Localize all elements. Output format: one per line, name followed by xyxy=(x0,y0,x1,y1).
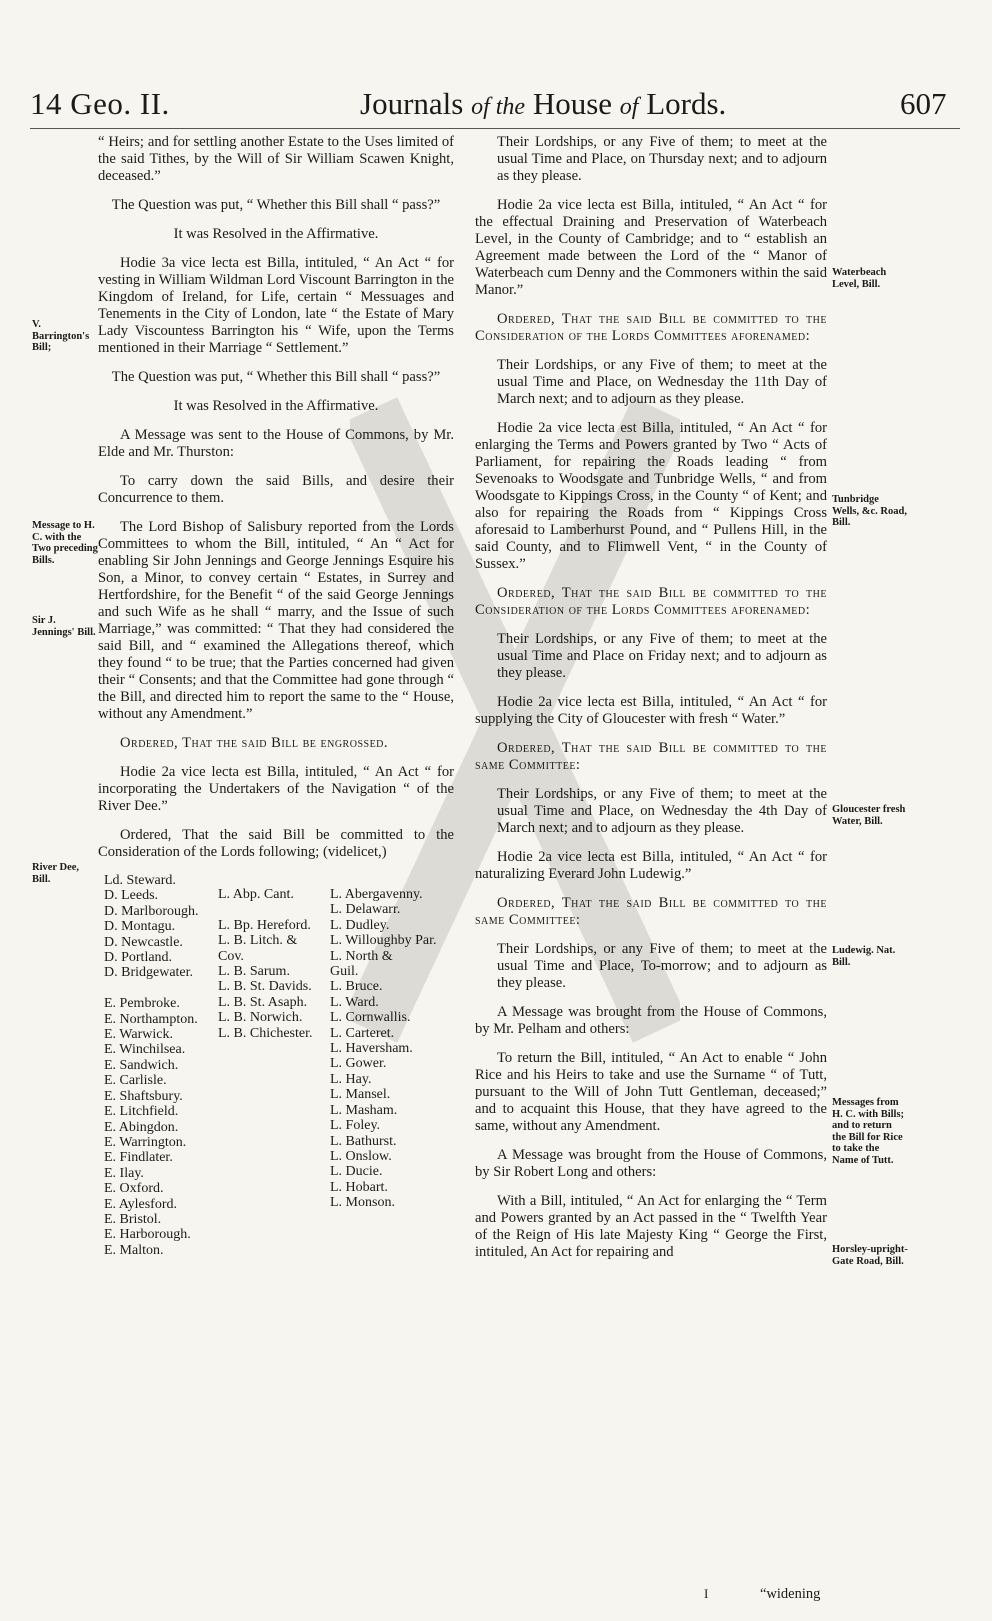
lord-name: L. Monson. xyxy=(330,1195,395,1211)
lords-column-1 xyxy=(104,873,199,1258)
title-word: Lords. xyxy=(646,86,727,121)
lord-name: D. Newcastle. xyxy=(104,934,183,950)
lord-name: Guil. xyxy=(330,964,359,980)
margin-note: Message to H. C. with the Two preceding Bills. xyxy=(32,520,98,566)
lord-name: L. Hay. xyxy=(330,1071,372,1087)
lord-name: E. Malton. xyxy=(104,1242,164,1258)
paragraph: Their Lordships, or any Five of them; to meet at the usual Time and Place, on Wednesday the 11th Day of March next; and to adjourn as they please. xyxy=(497,357,827,407)
lord-name: L. Carteret. xyxy=(330,1025,395,1041)
lord-name: L. Cornwallis. xyxy=(330,1010,411,1026)
lord-name: E. Winchilsea. xyxy=(104,1042,186,1058)
lord-name: L. Willoughby Par. xyxy=(330,933,437,949)
lord-name: D. Marlborough. xyxy=(104,903,199,919)
title-word: of the xyxy=(471,94,526,120)
lord-name: L. Bruce. xyxy=(330,979,383,995)
title-word: House xyxy=(532,86,613,121)
paragraph: It was Resolved in the Affirmative. xyxy=(173,226,379,242)
paragraph: A Message was brought from the House of Commons, by Sir Robert Long and others: xyxy=(475,1147,827,1180)
paragraph: Hodie 2a vice lecta est Billa, intituled, “ An Act “ for the effectual Draining and Preservation of Waterbeach Level, in the County of Cambridge; and to “ establish an Agreement made between the Lord of the “ Manor of Waterbeach cum Denny and the Commoners within the said Manor.” xyxy=(475,197,827,298)
lord-name: L. Bp. Hereford. xyxy=(218,917,311,933)
page-number: 607 xyxy=(900,86,947,121)
lord-name: L. Dudley. xyxy=(330,917,390,933)
lord-name: L. Hobart. xyxy=(330,1179,388,1195)
paragraph: Ordered, That the said Bill be committed to the Consideration of the Lords following; (videlicet,) xyxy=(98,827,454,860)
lord-name: E. Warwick. xyxy=(104,1027,173,1043)
paragraph: Their Lordships, or any Five of them; to meet at the usual Time and Place, To-morrow; and to adjourn as they please. xyxy=(497,941,827,991)
lord-name: E. Sandwich. xyxy=(104,1057,179,1073)
paragraph: The Question was put, “ Whether this Bill shall “ pass?” xyxy=(111,197,441,213)
header-rule xyxy=(30,128,960,129)
paragraph: Their Lordships, or any Five of them; to meet at the usual Time and Place, on Wednesday the 4th Day of March next; and to adjourn as they please. xyxy=(497,786,827,836)
lord-name: D. Leeds. xyxy=(104,888,159,904)
catchword: “widening xyxy=(760,1586,821,1602)
lord-name: L. B. St. Davids. xyxy=(218,979,312,995)
lord-spacer xyxy=(104,981,199,996)
lord-name: E. Pembroke. xyxy=(104,996,180,1012)
margin-note: V. Barrington's Bill; xyxy=(32,319,90,353)
lord-name: Ld. Steward. xyxy=(104,873,176,888)
paragraph: Hodie 2a vice lecta est Billa, intituled, “ An Act “ for naturalizing Everard John Ludewig.” xyxy=(475,849,827,882)
paragraph: Hodie 2a vice lecta est Billa, intituled, “ An Act “ for enlarging the Terms and Powers granted by Two “ Acts of Parliament, for repairing the Roads leading “ from Sevenoaks to Woodsgate and Tunbridge Wells, “ and from Woodsgate to Kippings Cross, in the County “ of Kent; and also for repairing the Roads from “ Kippings Cross aforesaid to Lamberhurst Pound, and “ Pullens Hill, in the said County, and to Flimwell Vent, “ in the County of Sussex.” xyxy=(475,420,827,572)
margin-note: Horsley-upright-Gate Road, Bill. xyxy=(832,1244,908,1267)
page-header xyxy=(0,0,992,130)
lord-name: E. Carlisle. xyxy=(104,1073,167,1089)
lord-name: L. Delawarr. xyxy=(330,902,401,918)
lord-name: E. Litchfield. xyxy=(104,1104,179,1120)
paragraph: Their Lordships, or any Five of them; to meet at the usual Time and Place, on Thursday next; and to adjourn as they please. xyxy=(497,134,827,184)
paragraph: It was Resolved in the Affirmative. xyxy=(173,398,379,414)
lord-name: L. Haversham. xyxy=(330,1041,413,1057)
lord-name: E. Ilay. xyxy=(104,1165,144,1181)
lord-name: D. Bridgewater. xyxy=(104,965,194,981)
lord-name: L. Masham. xyxy=(330,1102,398,1118)
margin-note: Messages from H. C. with Bills; and to return the Bill for Rice to take the Name of Tutt. xyxy=(832,1097,905,1166)
lord-name: L. Bathurst. xyxy=(330,1133,397,1149)
lord-name: L. B. St. Asaph. xyxy=(218,994,308,1010)
regnal-year: 14 Geo. II. xyxy=(30,86,170,121)
lord-name: L. B. Sarum. xyxy=(218,964,290,980)
paragraph: Hodie 2a vice lecta est Billa, intituled, “ An Act “ for incorporating the Undertakers of the Navigation “ of the River Dee.” xyxy=(98,764,454,814)
title-word: of xyxy=(619,94,639,120)
paragraph: A Message was sent to the House of Commons, by Mr. Elde and Mr. Thurston: xyxy=(98,427,454,460)
lord-name: L. Ward. xyxy=(330,994,379,1010)
lords-column-3 xyxy=(330,887,437,1211)
paragraph: With a Bill, intituled, “ An Act for enlarging the “ Term and Powers granted by an Act passed in the “ Twelfth Year of the Reign of His late Majesty King “ George the First, intituled, An Act for repairing and xyxy=(475,1193,827,1260)
paragraph: Ordered, That the said Bill be committed to the same Committee: xyxy=(475,895,827,928)
right-column xyxy=(475,134,827,1273)
lord-name: E. Shaftsbury. xyxy=(104,1088,183,1104)
title-word: Journals xyxy=(360,86,464,121)
paragraph: A Message was brought from the House of Commons, by Mr. Pelham and others: xyxy=(475,1004,827,1037)
lord-name: E. Northampton. xyxy=(104,1011,198,1027)
paragraph: To return the Bill, intituled, “ An Act to enable “ John Rice and his Heirs to take and use the Surname “ of Tutt, pursuant to the Will of John Tutt Gentleman, deceased;” and to acquaint this House, that they have agreed to the same, without any Amendment. xyxy=(475,1050,827,1134)
paragraph: Hodie 2a vice lecta est Billa, intituled, “ An Act “ for supplying the City of Gloucester with fresh “ Water.” xyxy=(475,694,827,727)
lord-name: E. Harborough. xyxy=(104,1227,191,1243)
margin-note: Ludewig. Nat. Bill. xyxy=(832,945,896,968)
paragraph: Ordered, That the said Bill be committed to the same Committee: xyxy=(475,740,827,773)
lord-name: E. Findlater. xyxy=(104,1150,173,1166)
signature-mark: I xyxy=(704,1586,709,1601)
lord-name: Cov. xyxy=(218,948,244,964)
margin-note: Waterbeach Level, Bill. xyxy=(832,267,887,290)
left-column xyxy=(98,134,454,1258)
paragraph: Ordered, That the said Bill be committed to the Consideration of the Lords Committees aforenamed: xyxy=(475,585,827,618)
lords-list xyxy=(98,873,454,1258)
lord-name: E. Warrington. xyxy=(104,1134,187,1150)
lord-name: L. Onslow. xyxy=(330,1148,392,1164)
lord-spacer xyxy=(218,902,313,917)
lords-column-2 xyxy=(218,887,313,1041)
lord-name: E. Abingdon. xyxy=(104,1119,179,1135)
lord-name: L. Mansel. xyxy=(330,1087,391,1103)
paragraph: The Question was put, “ Whether this Bill shall “ pass?” xyxy=(111,369,441,385)
margin-note: Tunbridge Wells, &c. Road, Bill. xyxy=(832,494,907,528)
lord-name: L. Gower. xyxy=(330,1056,387,1072)
paragraph: Ordered, That the said Bill be committed to the Consideration of the Lords Committees aforenamed: xyxy=(475,311,827,344)
lord-name: L. Ducie. xyxy=(330,1164,383,1180)
lord-name: L. Abp. Cant. xyxy=(218,887,294,902)
lord-name: D. Portland. xyxy=(104,950,173,966)
paragraph: Their Lordships, or any Five of them; to meet at the usual Time and Place on Friday next; and to adjourn as they please. xyxy=(497,631,827,681)
lord-name: L. B. Litch. & xyxy=(218,933,298,949)
lord-name: L. Abergavenny. xyxy=(330,887,423,902)
journal-title xyxy=(360,86,726,122)
margin-note: Sir J. Jennings' Bill. xyxy=(32,615,96,638)
margin-note: River Dee, Bill. xyxy=(32,862,80,885)
paragraph: The Lord Bishop of Salisbury reported from the Lords Committees to whom the Bill, intituled, “ An “ Act for enabling Sir John Jennings and George Jennings Esquire his Son, a Minor, to convey certain “ Estates, in Surrey and Hertfordshire, for the Benefit “ of the said George Jennings and such Wife as he shall “ marry, and the Issue of such Marriage,” was committed: “ That they had considered the said Bill, and “ examined the Allegations thereof, which they found “ to be true; that the Parties concerned had given their “ Consents; and that the Committee had gone through “ the Bill, and directed him to report the same to the “ House, without any Amendment.” xyxy=(98,519,454,722)
lord-name: L. Foley. xyxy=(330,1118,381,1134)
lord-name: E. Bristol. xyxy=(104,1211,162,1227)
paragraph: “ Heirs; and for settling another Estate to the Uses limited of the said Tithes, by the Will of Sir William Scawen Knight, deceased.” xyxy=(98,134,454,184)
lord-name: L. B. Norwich. xyxy=(218,1010,303,1026)
lord-name: L. B. Chichester. xyxy=(218,1025,313,1041)
paragraph: Hodie 3a vice lecta est Billa, intituled, “ An Act “ for vesting in William Wildman Lord Viscount Barrington in the Kingdom of Ireland, for Life, certain “ Messuages and Tenements in the City of London, late “ the Estate of Mary Lady Viscountess Barrington his “ Wife, upon the Terms mentioned in their Marriage “ Settlement.” xyxy=(98,255,454,356)
lord-name: D. Montagu. xyxy=(104,919,176,935)
margin-note: Gloucester fresh Water, Bill. xyxy=(832,804,906,827)
lord-name: E. Aylesford. xyxy=(104,1196,177,1212)
lord-name: L. North & xyxy=(330,948,393,964)
paragraph: Ordered, That the said Bill be engrossed. xyxy=(120,735,389,751)
paragraph: To carry down the said Bills, and desire their Concurrence to them. xyxy=(98,473,454,506)
lord-name: E. Oxford. xyxy=(104,1181,164,1197)
